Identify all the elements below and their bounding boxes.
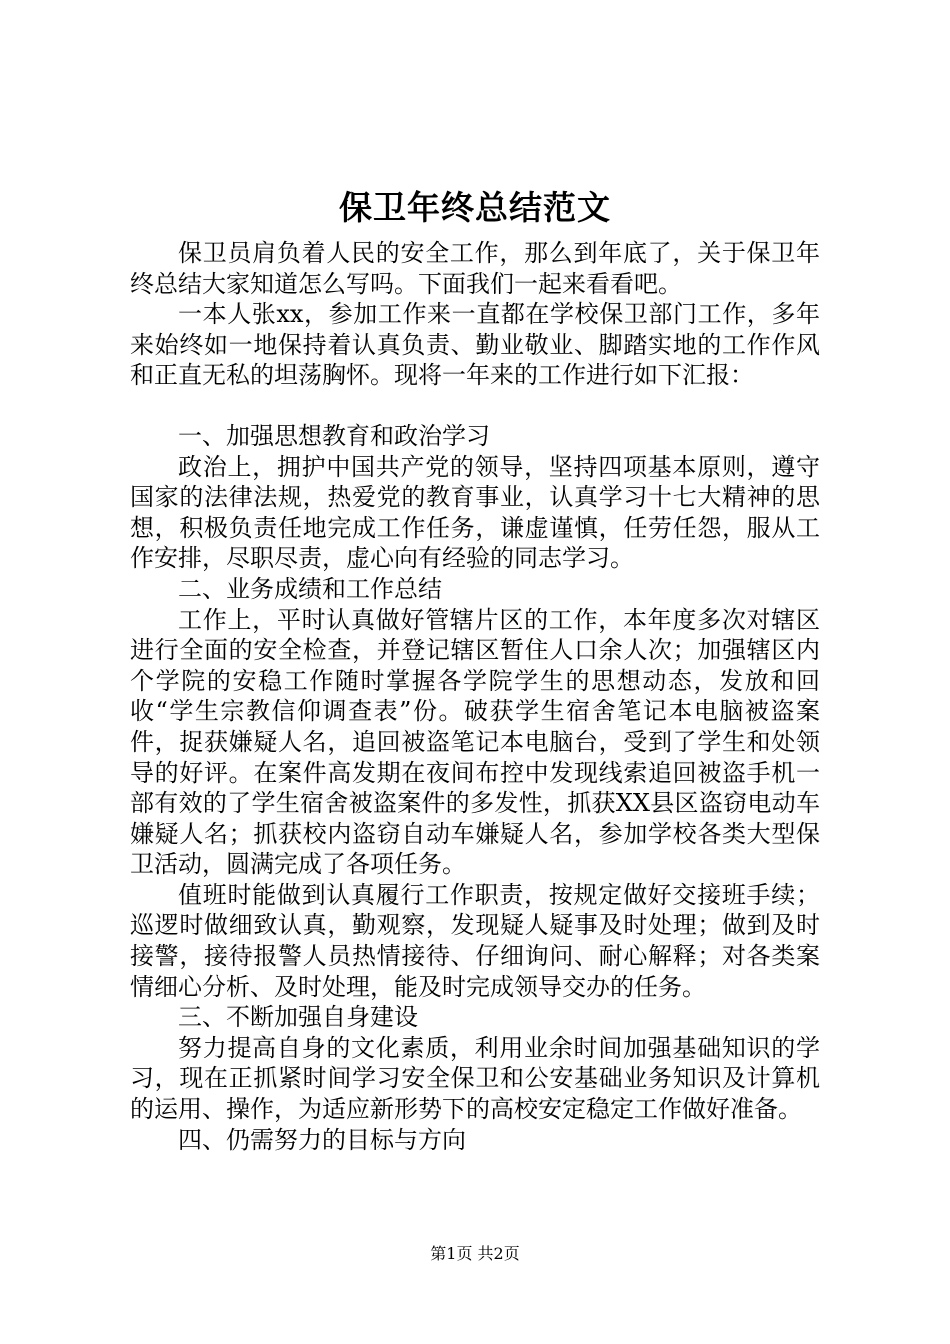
page-number-footer: 第1页 共2页: [430, 1244, 520, 1263]
section-heading-1: 一、加强思想教育和政治学习: [178, 421, 490, 450]
section-2-paragraph-2: 值班时能做到认真履行工作职责，按规定做好交接班手续；巡逻时做细致认真，勤观察，发现疑人疑事及时处理；做到及时接警，接待报警人员热情接待、仔细询问、耐心解释；对各类案情细心分析、及时处理，能及时完成领导交办的任务。: [130, 880, 820, 1001]
intro-paragraph: 保卫员肩负着人民的安全工作，那么到年底了，关于保卫年终总结大家知道怎么写吗。下面我们一起来看看吧。: [130, 239, 820, 298]
document-title: 保卫年终总结范文: [339, 188, 611, 227]
document-body: [130, 238, 820, 1155]
paragraph-gap: [130, 391, 820, 421]
section-heading-3: 三、不断加强自身建设: [178, 1003, 418, 1032]
section-heading-4: 四、仍需努力的目标与方向: [178, 1125, 466, 1154]
section-1-paragraph: 政治上，拥护中国共产党的领导，坚持四项基本原则，遵守国家的法律法规，热爱党的教育事业，认真学习十七大精神的思想，积极负责任地完成工作任务，谦虚谨慎，任劳任怨，服从工作安排，尽职尽责，虚心向有经验的同志学习。: [130, 452, 820, 573]
section-3-paragraph: 努力提高自身的文化素质，利用业余时间加强基础知识的学习，现在正抓紧时间学习安全保卫和公安基础业务知识及计算机的运用、操作，为适应新形势下的高校安定稳定工作做好准备。: [130, 1033, 820, 1124]
section-2-paragraph-1: 工作上，平时认真做好管辖片区的工作，本年度多次对辖区进行全面的安全检查，并登记辖区暂住人口余人次；加强辖区内个学院的安稳工作随时掌握各学院学生的思想动态，发放和回收“学生宗教信仰调查表”份。破获学生宿舍笔记本电脑被盗案件，捉获嫌疑人名，追回被盗笔记本电脑台，受到了学生和处领导的好评。在案件高发期在夜间布控中发现线索追回被盗手机一部有效的了学生宿舍被盗案件的多发性，抓获XX县区盗窃电动车嫌疑人名；抓获校内盗窃自动车嫌疑人名，参加学校各类大型保卫活动，圆满完成了各项任务。: [130, 605, 820, 879]
opening-paragraph: 一本人张xx，参加工作来一直都在学校保卫部门工作，多年来始终如一地保持着认真负责、勤业敬业、脚踏实地的工作作风和正直无私的坦荡胸怀。现将一年来的工作进行如下汇报：: [130, 300, 820, 390]
section-heading-2: 二、业务成绩和工作总结: [178, 574, 442, 603]
